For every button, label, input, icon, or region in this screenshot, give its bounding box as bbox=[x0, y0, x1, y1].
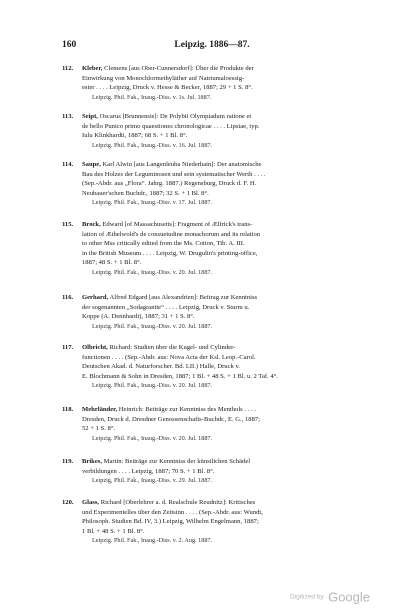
page-header bbox=[62, 40, 362, 52]
google-watermark bbox=[290, 588, 370, 606]
entry-line: de bello Punico primo quaestiones chronologicae . . . . Lipsiae, typ. bbox=[82, 122, 260, 130]
dissertation-note: Leipzig. Phil. Fak., Inaug.-Diss. v. 20. Jul. 1887. bbox=[92, 322, 213, 330]
entry-line: verbildungen . . . . Leipzig, 1887; 70 S. + 1 Bl. 8°. bbox=[82, 467, 215, 475]
entry-line: Clemens [aus Ober-Cunnersdorf]: Über die Produkte der bbox=[104, 65, 254, 72]
entry-line: Iulu Klinkhardti, 1887; 68 S. + 1 Bl. 8°. bbox=[82, 132, 188, 140]
entry-line: Martin: Beiträge zur Kenntniss der künstlichen Schädel bbox=[103, 458, 251, 465]
entry-line: ester . . . . Leipzig, Druck v. Hesse & Becker, 1887; 29 + 1 S. 8°. bbox=[82, 84, 253, 92]
author-name: Brikes, bbox=[82, 458, 102, 465]
watermark-prefix: Digitized by bbox=[290, 593, 324, 601]
entry-113 bbox=[62, 112, 362, 150]
author-name: Seipt, bbox=[82, 113, 98, 120]
entry-114 bbox=[62, 160, 362, 208]
dissertation-note: Leipzig. Phil. Fak., Inaug.-Diss. v. 2. Aug. 1887. bbox=[92, 537, 213, 545]
entry-number: 113. bbox=[62, 113, 74, 120]
entry-line: Heinrich: Beiträge zur Kenntniss des Menthols . . . . bbox=[118, 406, 256, 413]
dissertation-note: Leipzig. Phil. Fak., Inaug.-Diss. v. 20. Jul. 1887. bbox=[92, 268, 213, 276]
entry-line: Richard [Oberlehrer a. d. Realschule Reudnitz]: Kritisches bbox=[100, 499, 256, 506]
entry-117 bbox=[62, 343, 362, 391]
author-name: Olbricht, bbox=[82, 344, 108, 351]
dissertation-note: Leipzig. Phil. Fak., Inaug.-Diss. v. 1s. Jul. 1887. bbox=[92, 93, 212, 101]
entry-number: 114. bbox=[62, 161, 74, 168]
dissertation-note: Leipzig. Phil. Fak., Inaug.-Diss. v. 17. Jul. 1887. bbox=[92, 199, 213, 207]
entry-line: Philosoph. Studien Bd. IV, 3.) Leipzig, Wilhelm Engelmann, 1887; bbox=[82, 518, 259, 526]
entry-120 bbox=[62, 498, 362, 546]
entry-line: Dresden, Druck d. Dresdner Genossenschafts-Buchdr., E. G., 1887; bbox=[82, 415, 260, 423]
entry-line: 1 Bl. + 48 S. + 1 Bl. 8°. bbox=[82, 527, 145, 535]
entry-line: Bau des Holzes der Leguminosen und sein systematischer Werth . . . . bbox=[82, 170, 266, 178]
entry-line: Einwirkung von Monochlormethyläther auf Natriumaloessig- bbox=[82, 74, 245, 82]
entry-number: 119. bbox=[62, 458, 74, 465]
entry-line: und Experimentelles über den Zeitsinn . . . . (Sep.-Abdr. aus: Wundt, bbox=[82, 508, 263, 516]
entry-line: Alfred Edgard [aus Alexandrien]: Beitrag zur Kenntniss bbox=[109, 294, 258, 301]
entry-119 bbox=[62, 457, 362, 486]
entry-number: 118. bbox=[62, 406, 74, 413]
entry-number: 112. bbox=[62, 65, 74, 72]
entry-line: der sogenannten „Sodagranite“ . . . . Leipzig, Druck v. Sturm u. bbox=[82, 303, 250, 311]
entry-line: Karl Alwin [aus Langenleuba Niederhain]: Der anatomische bbox=[102, 161, 262, 168]
entry-line: Koppe (A. Dennhardt), 1887; 31 + 1 S. 8°. bbox=[82, 313, 195, 321]
entry-line: in the British Museum . . . . Leipzig, W. Drugulin's printing-office, bbox=[82, 249, 258, 257]
entry-115 bbox=[62, 220, 362, 278]
running-title: Leipzig. 1886—87. bbox=[174, 40, 250, 50]
entry-line: to other Mss critically edited from the Ms. Cotton, Tib. A. III. bbox=[82, 240, 245, 248]
entry-line: 52 + 1 S. 8°. bbox=[82, 425, 116, 433]
author-name: Glass, bbox=[82, 499, 100, 506]
entry-line: 1887; 48 S. + 1 Bl. 8°. bbox=[82, 259, 142, 267]
entry-line: Oscarus [Brunnensis]: De Polybii Olympiadum ratione et bbox=[99, 113, 252, 120]
entry-112 bbox=[62, 64, 362, 102]
entry-line: E. Blochmann & Sohn in Dresden, 1887; 1 Bl. + 48 S. + 1 Bl. u. 2 Taf. 4°. bbox=[82, 372, 278, 380]
dissertation-note: Leipzig. Phil. Fak., Inaug.-Diss. v. 16. Jul. 1887. bbox=[92, 141, 213, 149]
author-name: Gerhard, bbox=[82, 294, 109, 301]
entry-116 bbox=[62, 293, 362, 331]
dissertation-note: Leipzig. Phil. Fak., Inaug.-Diss. v. 20. Jul. 1887. bbox=[92, 382, 213, 390]
entry-line: (Sep.-Abdr. aus „Flora“. Jahrg. 1887.) Regensburg, Druck d. F. H. bbox=[82, 180, 257, 188]
google-logo: Google bbox=[328, 589, 370, 605]
author-name: Saupe, bbox=[82, 161, 101, 168]
entry-number: 117. bbox=[62, 344, 74, 351]
entry-number: 116. bbox=[62, 294, 74, 301]
author-name: Brock, bbox=[82, 221, 101, 228]
dissertation-note: Leipzig. Phil. Fak., Inaug.-Diss. v. 20. Jul. 1887. bbox=[92, 434, 213, 442]
entry-line: Edward [of Massachusetts]: Fragment of Ælfrick's trans- bbox=[102, 221, 253, 228]
dissertation-note: Leipzig, Phil. Fak., Inaug.-Diss. v. 29. Jul. 1887. bbox=[92, 477, 213, 485]
entry-number: 120. bbox=[62, 499, 74, 506]
entry-line: functionen . . . . (Sep.-Abdr. aus: Nova Acta der Ksl. Leop.-Carol. bbox=[82, 353, 256, 361]
entry-line: Richard: Studien über die Kugel- und Cylinder- bbox=[109, 344, 236, 351]
entry-line: Neubauer'schen Buchdr., 1887; 32 S. + 1 Bl. 8°. bbox=[82, 189, 209, 197]
entry-line: Deutschen Akad. d. Naturforscher. Bd. LII.) Halle, Druck v. bbox=[82, 363, 240, 371]
author-name: Kleber, bbox=[82, 65, 103, 72]
entry-line: lation of Æthelwold's de consuetudine monachorum and its relation bbox=[82, 230, 261, 238]
entry-118 bbox=[62, 405, 362, 443]
page-number: 160 bbox=[62, 40, 77, 50]
entry-number: 115. bbox=[62, 221, 74, 228]
author-name: Mehrländer, bbox=[82, 406, 118, 413]
